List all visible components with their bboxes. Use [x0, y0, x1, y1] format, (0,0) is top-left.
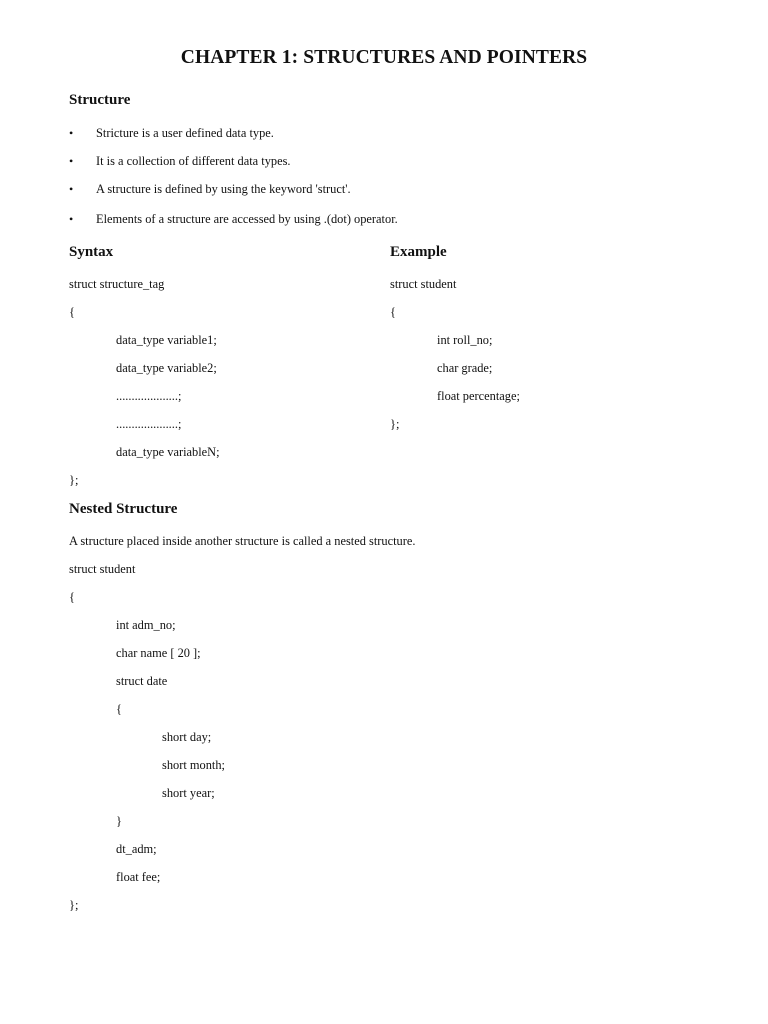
code-line: int adm_no;	[116, 618, 176, 632]
code-line: {	[390, 305, 396, 319]
code-line: float fee;	[116, 870, 161, 884]
code-line: struct structure_tag	[69, 277, 165, 291]
example-heading: Example	[390, 244, 447, 260]
code-line: dt_adm;	[116, 842, 157, 856]
code-line: char name [ 20 ];	[116, 646, 201, 660]
code-line: data_type variableN;	[116, 445, 220, 459]
bullet-item: Elements of a structure are accessed by using .(dot) operator.	[96, 212, 398, 226]
code-line: float percentage;	[437, 389, 520, 403]
bullet-item: Stricture is a user defined data type.	[96, 126, 274, 140]
bullet-item: A structure is defined by using the keyword 'struct'.	[96, 182, 351, 196]
code-line: int roll_no;	[437, 333, 493, 347]
code-line: {	[69, 305, 75, 319]
code-line: };	[390, 417, 400, 431]
syntax-heading: Syntax	[69, 244, 114, 260]
structure-heading: Structure	[69, 92, 131, 108]
code-line: ....................;	[116, 417, 182, 431]
code-line: short month;	[162, 758, 225, 772]
code-line: struct date	[116, 674, 168, 688]
nested-description: A structure placed inside another structure is called a nested structure.	[69, 534, 416, 548]
bullet-icon: •	[69, 154, 74, 168]
code-line: {	[69, 590, 75, 604]
code-line: ....................;	[116, 389, 182, 403]
page-title: CHAPTER 1: STRUCTURES AND POINTERS	[180, 47, 588, 68]
code-line: short day;	[162, 730, 212, 744]
code-line: {	[116, 702, 122, 716]
code-line: char grade;	[437, 361, 493, 375]
bullet-item: It is a collection of different data types.	[96, 154, 291, 168]
code-line: };	[69, 473, 79, 487]
bullet-icon: •	[69, 126, 74, 140]
code-line: struct student	[390, 277, 457, 291]
code-line: data_type variable1;	[116, 333, 217, 347]
code-line: }	[116, 814, 122, 828]
code-line: short year;	[162, 786, 215, 800]
code-line: struct student	[69, 562, 136, 576]
nested-structure-heading: Nested Structure	[69, 501, 178, 517]
bullet-icon: •	[69, 182, 74, 196]
code-line: data_type variable2;	[116, 361, 217, 375]
code-line: };	[69, 898, 79, 912]
bullet-icon: •	[69, 212, 74, 226]
